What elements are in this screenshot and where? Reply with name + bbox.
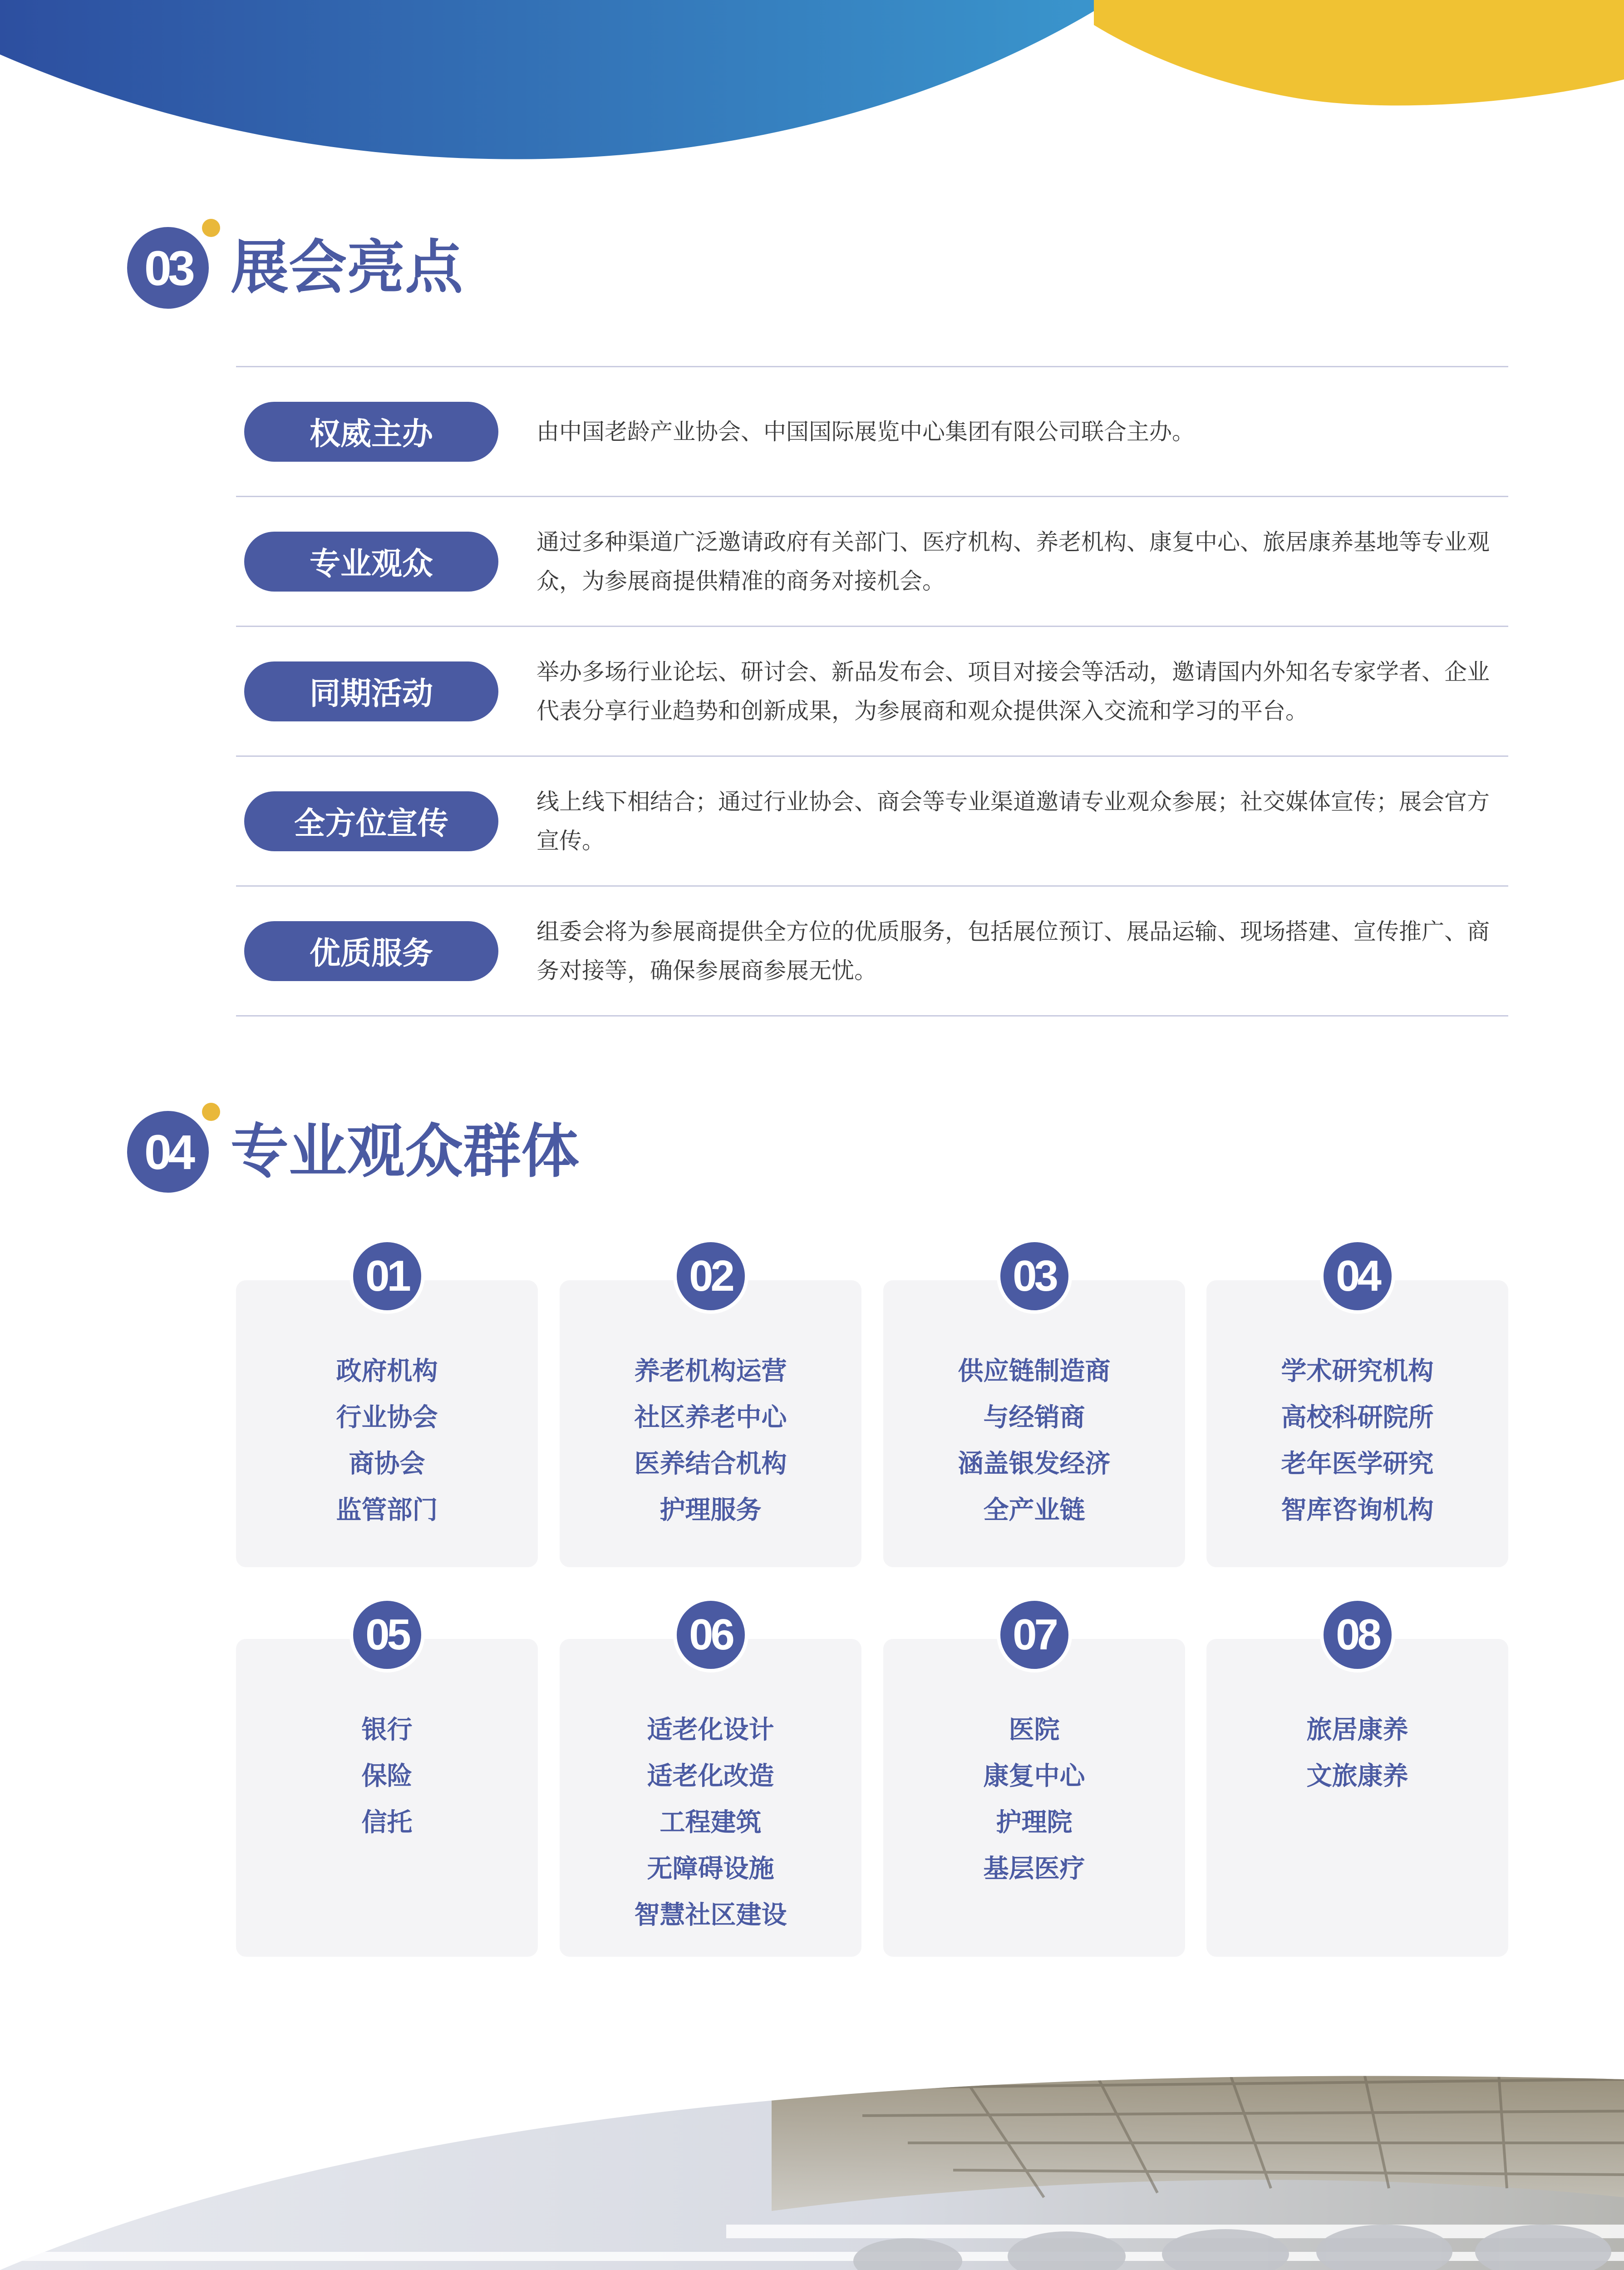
blue-wave-shape [0,0,1112,159]
audience-card [883,1252,1185,1567]
audience-item: 智慧社区建设 [634,1900,787,1930]
highlight-row [236,755,1508,885]
highlight-description: 线上线下相结合；通过行业协会、商会等专业渠道邀请专业观众参展；社交媒体宣传；展会官方宣传。 [536,788,1490,854]
audience-item: 涵盖银发经济 [958,1449,1111,1479]
audience-card [1206,1610,1508,1957]
audience-list [1206,1348,1508,1534]
audience-card [560,1252,861,1567]
audience-item: 养老机构运营 [634,1357,787,1386]
audience-list [883,1348,1185,1534]
audience-list [236,1348,538,1534]
audience-card [236,1610,538,1957]
audience-item: 社区养老中心 [634,1403,787,1432]
audience-item: 行业协会 [336,1403,438,1432]
audience-item: 与经销商 [983,1403,1085,1432]
audience-item: 旅居康养 [1306,1715,1408,1745]
audience-item: 护理服务 [659,1495,762,1525]
audience-item: 银行 [361,1715,413,1745]
card-number-badge: 04 [1320,1239,1395,1314]
highlights-table [236,366,1508,1017]
section-title: 专业观众群体 [231,1118,580,1185]
audience-item: 护理院 [996,1808,1073,1837]
audience-list [883,1707,1185,1892]
audience-item: 工程建筑 [659,1808,762,1837]
highlight-label-pill: 权威主办 [244,402,498,462]
audience-item: 适老化设计 [647,1715,774,1745]
exhibition-hall-image [0,2061,1624,2270]
highlight-row [236,885,1508,1017]
audience-list [1206,1707,1508,1800]
header-decoration [0,0,1624,191]
audience-item: 信托 [361,1808,413,1837]
audience-item: 康复中心 [983,1762,1085,1791]
card-number-badge: 06 [673,1597,748,1673]
highlight-description: 通过多种渠道广泛邀请政府有关部门、医疗机构、养老机构、康复中心、旅居康养基地等专业观众，为参展商提供精准的商务对接机会。 [536,528,1490,594]
audience-list [560,1348,861,1534]
audience-item: 学术研究机构 [1281,1357,1434,1386]
audience-item: 全产业链 [983,1495,1085,1525]
highlight-description: 由中国老龄产业协会、中国国际展览中心集团有限公司联合主办。 [536,418,1195,445]
highlight-row [236,626,1508,755]
highlight-description: 举办多场行业论坛、研讨会、新品发布会、项目对接会等活动，邀请国内外知名专家学者、企业代表分享行业趋势和创新成果，为参展商和观众提供深入交流和学习的平台。 [536,658,1490,724]
highlight-description: 组委会将为参展商提供全方位的优质服务，包括展位预订、展品运输、现场搭建、宣传推广、商务对接等，确保参展商参展无忧。 [536,918,1490,984]
audience-item: 商协会 [349,1449,425,1479]
section-04-heading [127,1111,853,1206]
section-03-heading [127,227,853,322]
highlight-label-pill: 专业观众 [244,532,498,592]
audience-card [1206,1252,1508,1567]
accent-dot [202,219,220,237]
section-title: 展会亮点 [231,234,463,301]
card-number-badge: 08 [1320,1597,1395,1673]
card-number-badge: 03 [997,1239,1072,1314]
highlight-label-pill: 优质服务 [244,921,498,981]
audience-item: 供应链制造商 [958,1357,1111,1386]
yellow-wave-shape [1094,0,1624,105]
card-number-badge: 02 [673,1239,748,1314]
audience-card [883,1610,1185,1957]
card-number-badge: 05 [349,1597,425,1673]
audience-item: 适老化改造 [647,1762,774,1791]
highlight-label-pill: 全方位宣传 [244,791,498,851]
audience-list [236,1707,538,1846]
audience-card [560,1610,861,1957]
audience-card [236,1252,538,1567]
card-number-badge: 07 [997,1597,1072,1673]
audience-item: 无障碍设施 [647,1854,774,1884]
audience-item: 保险 [361,1762,413,1791]
audience-item: 监管部门 [336,1495,438,1525]
audience-item: 医养结合机构 [634,1449,787,1479]
accent-dot [202,1103,220,1121]
card-number-badge: 01 [349,1239,425,1314]
section-number-badge: 03 [127,227,209,309]
audience-item: 智库咨询机构 [1281,1495,1434,1525]
audience-item: 医院 [1009,1715,1060,1745]
audience-item: 文旅康养 [1306,1762,1408,1791]
audience-item: 基层医疗 [983,1854,1085,1884]
audience-item: 高校科研院所 [1281,1403,1434,1432]
audience-list [560,1707,861,1939]
audience-item: 老年医学研究 [1281,1449,1434,1479]
section-number-badge: 04 [127,1111,209,1193]
highlight-row [236,496,1508,626]
highlight-label-pill: 同期活动 [244,661,498,721]
audience-item: 政府机构 [336,1357,438,1386]
highlight-row [236,366,1508,496]
